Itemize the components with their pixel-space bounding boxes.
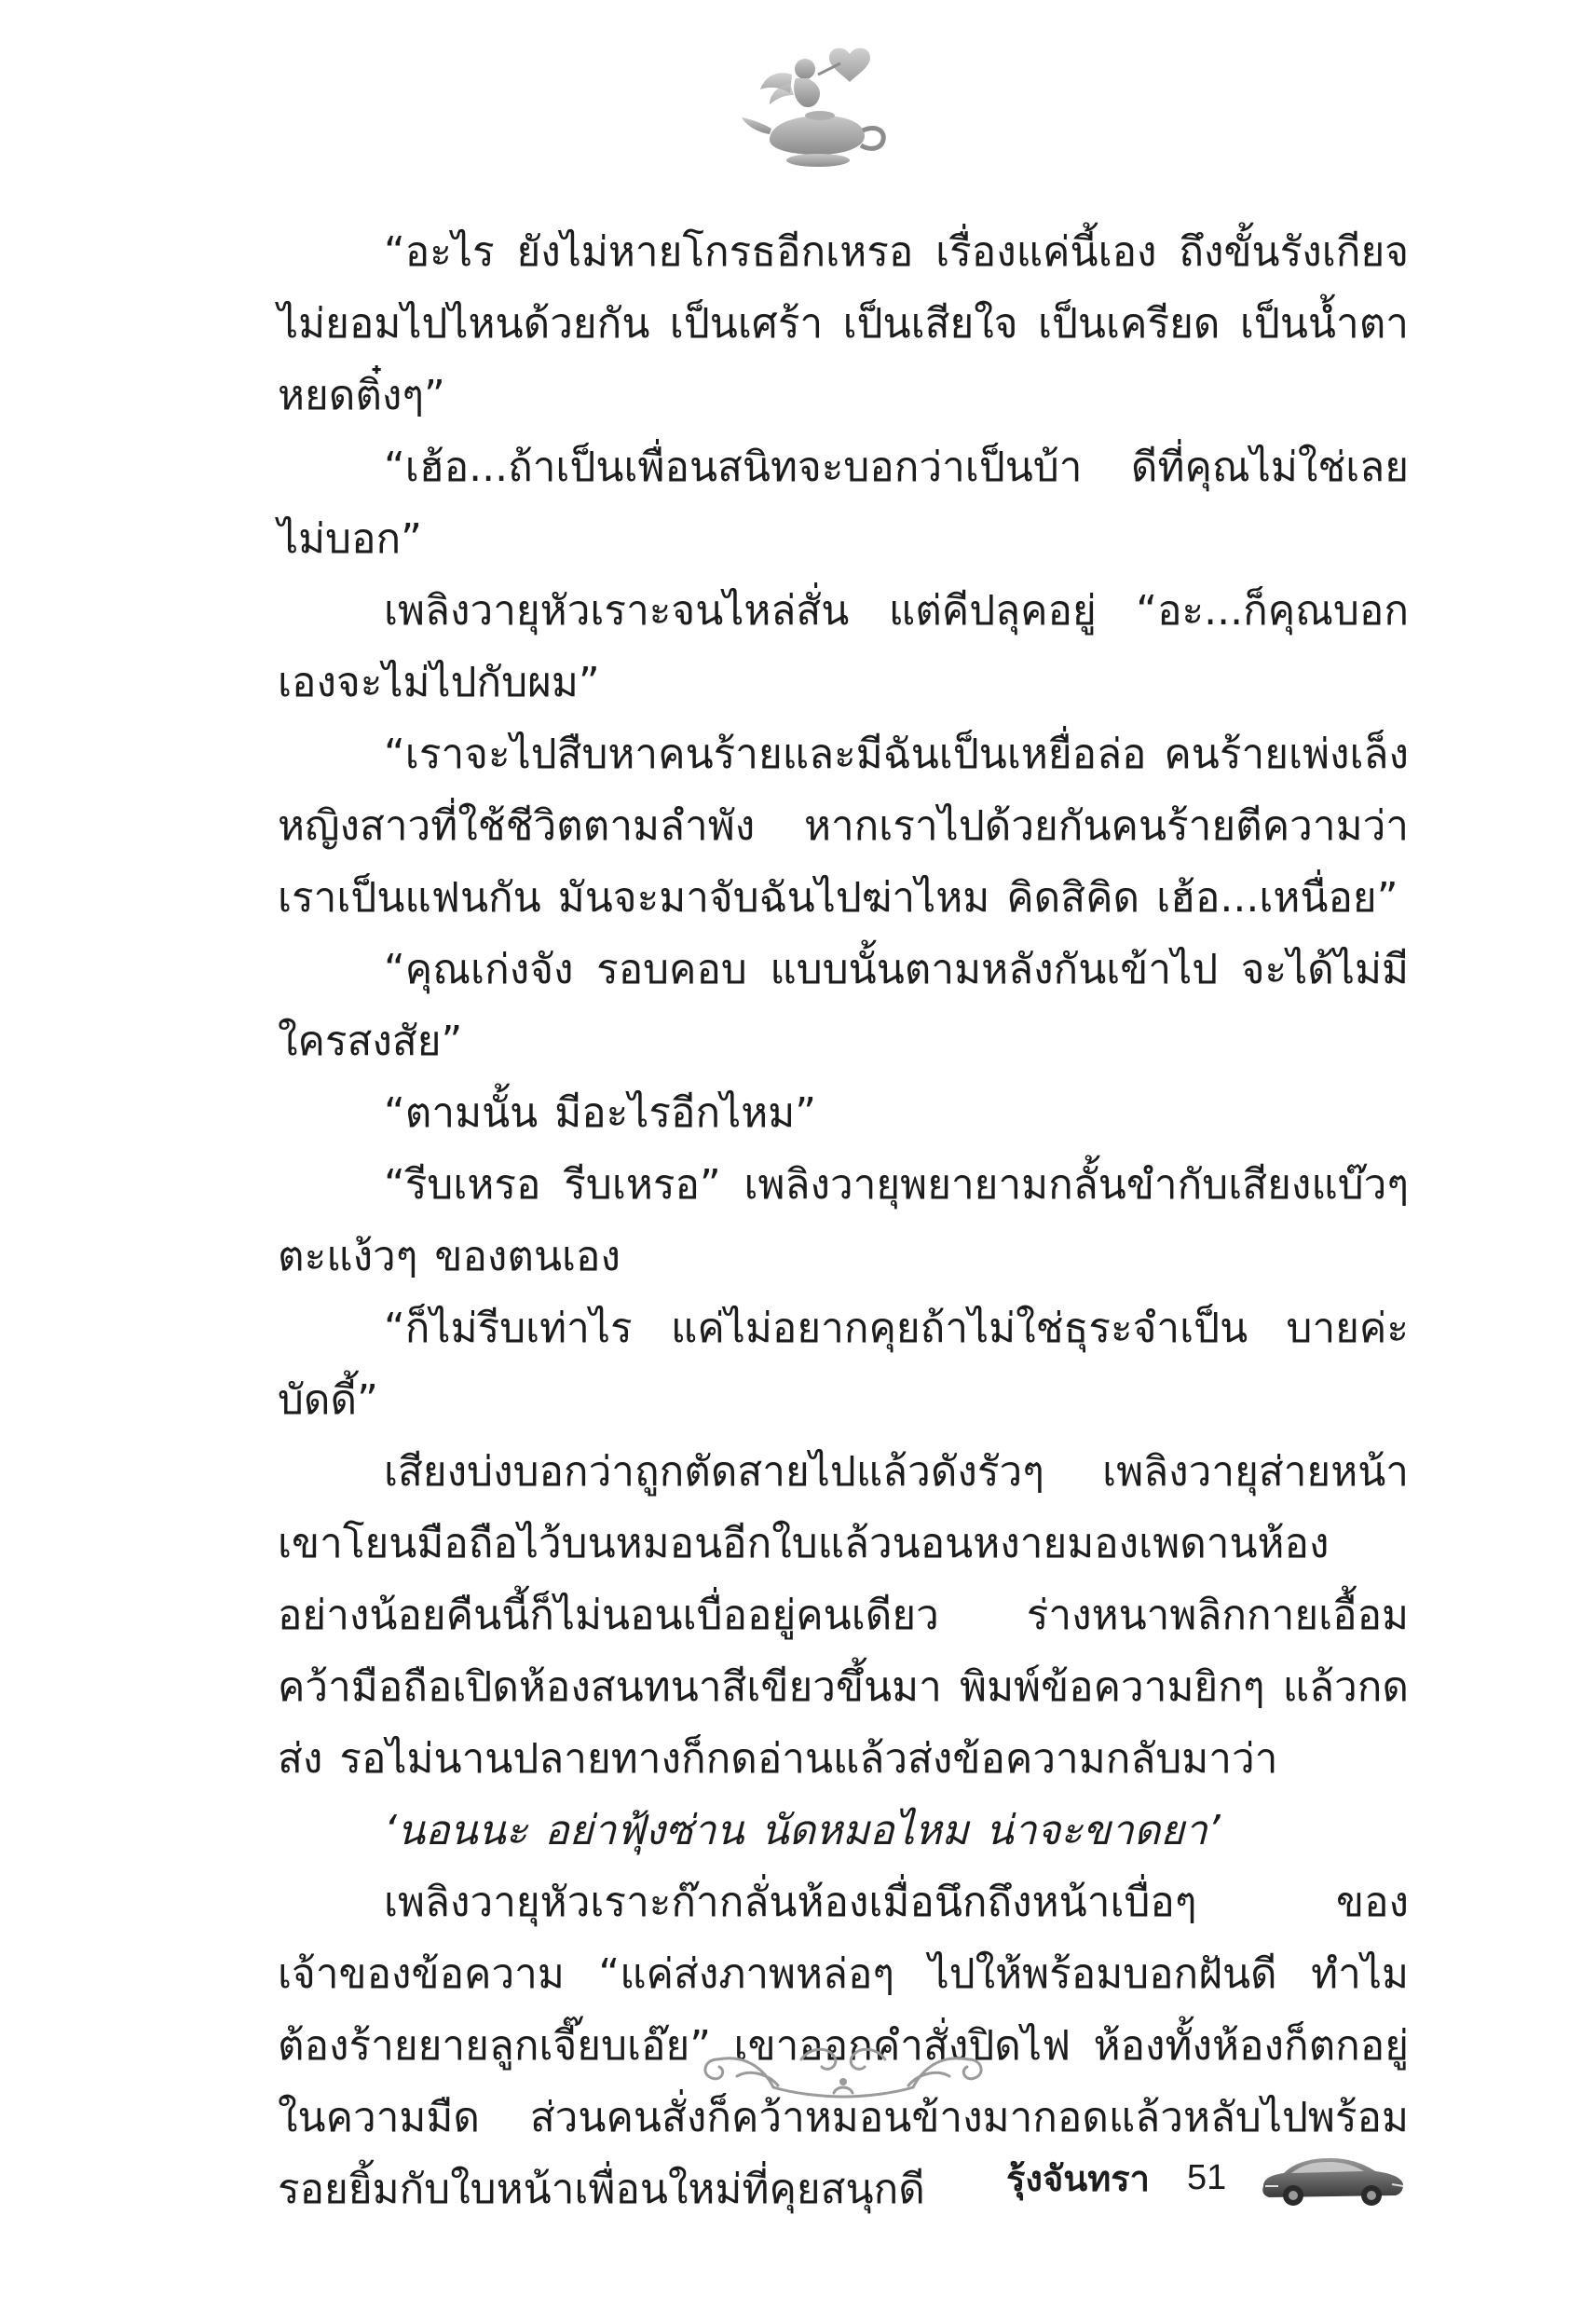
paragraph: เพลิงวายุหัวเราะจนไหล่สั่น แต่คีปลุคอยู่ “อะ...ก็คุณบอกเองจะไม่ไปกับผม” [278,587,1409,706]
paragraph: “เราจะไปสืบหาคนร้ายและมีฉันเป็นเหยื่อล่อ คนร้ายเพ่งเล็งหญิงสาวที่ใช้ชีวิตตามลำพัง หากเราไปด้วยกันคนร้ายตีความว่าเราเป็นแฟนกัน มันจะมาจับฉันไปฆ่าไหม คิดสิคิด เฮ้อ...เหนื่อย” [278,731,1409,922]
body-text [278,216,1409,2225]
paragraph: “เฮ้อ...ถ้าเป็นเพื่อนสนิทจะบอกว่าเป็นบ้า ดีที่คุณไม่ใช่เลยไม่บอก” [278,444,1409,563]
paragraph-italic-message: ‘นอนนะ อย่าฟุ้งซ่าน นัดหมอไหม น่าจะขาดยา’ [384,1807,1221,1854]
page-footer [1006,2136,1472,2220]
book-title: รุ้งจันทรา [1006,2157,1151,2199]
paragraph: “ตามนั้น มีอะไรอีกไหม” [384,1089,817,1137]
scroll-flourish-icon [689,2031,997,2106]
page-number: 51 [1187,2157,1227,2197]
paragraph: “ก็ไม่รีบเท่าไร แค่ไม่อยากคุยถ้าไม่ใช่ธุระจำเป็น บายค่ะบัดดี้” [278,1305,1409,1424]
paragraph: “รีบเหรอ รีบเหรอ” เพลิงวายุพยายามกลั้นขำกับเสียงแบ๊วๆตะแง้วๆ ของตนเอง [278,1161,1409,1280]
paragraph: เพลิงวายุหัวเราะก๊ากลั่นห้องเมื่อนึกถึงหน้าเบื่อๆ ของเจ้าของข้อความ “แค่ส่งภาพหล่อๆ ไปให้พร้อมบอกฝันดี ทำไมต้องร้ายยายลูกเจี๊ยบเอ๊ย” เขาออกคำสั่งปิดไฟ ห้องทั้งห้องก็ตกอยู่ในความมืด ส่วนคนสั่งก็คว้าหมอนข้างมากอดแล้วหลับไปพร้อมรอยยิ้มกับใบหน้าเพื่อนใหม่ที่คุยสนุกดี [278,1879,1409,2213]
car-icon [1258,2145,1407,2210]
paragraph: “คุณเก่งจัง รอบคอบ แบบนั้นตามหลังกันเข้าไป จะได้ไม่มีใครสงสัย” [278,946,1409,1065]
paragraph: “อะไร ยังไม่หายโกรธอีกเหรอ เรื่องแค่นี้เอง ถึงขั้นรังเกียจไม่ยอมไปไหนด้วยกัน เป็นเศร้า เป็นเสียใจ เป็นเครียด เป็นน้ำตาหยดติ๋งๆ” [278,228,1409,419]
cupid-teapot-icon [736,37,904,177]
paragraph: เสียงบ่งบอกว่าถูกตัดสายไปแล้วดังรัวๆ เพลิงวายุส่ายหน้า เขาโยนมือถือไว้บนหมอนอีกใบแล้วนอนหงายมองเพดานห้อง อย่างน้อยคืนนี้ก็ไม่นอนเบื่ออยู่คนเดียว ร่างหนาพลิกกายเอื้อมคว้ามือถือเปิดห้องสนทนาสีเขียวขึ้นมา พิมพ์ข้อความยิกๆ แล้วกดส่ง รอไม่นานปลายทางก็กดอ่านแล้วส่งข้อความกลับมาว่า [278,1448,1409,1783]
